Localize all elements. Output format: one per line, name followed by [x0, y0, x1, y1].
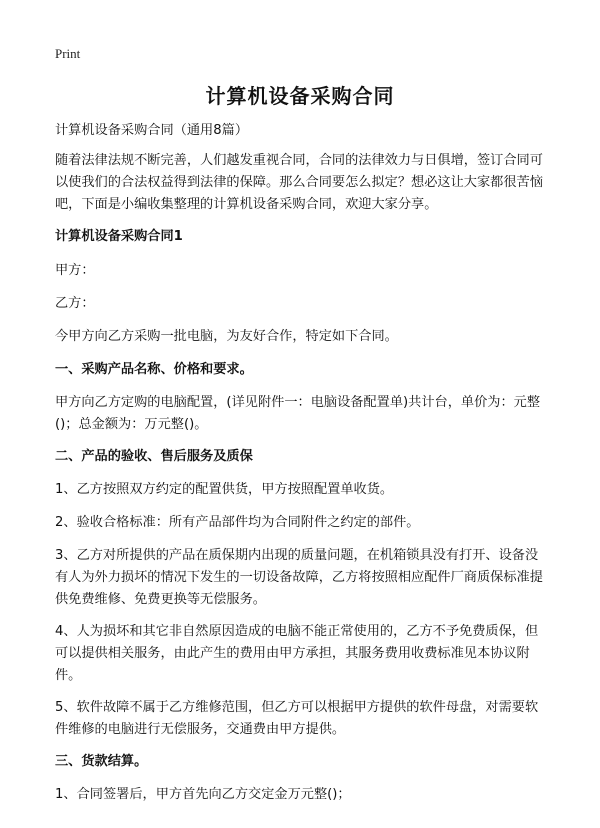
subtitle: 计算机设备采购合同（通用8篇） — [55, 123, 249, 138]
paragraph-2-2: 2、验收合格标准：所有产品部件均为合同附件之约定的部件。 — [55, 515, 420, 530]
party-b-line: 乙方： — [55, 296, 95, 311]
intro-paragraph: 随着法律法规不断完善，人们越发重视合同，合同的法律效力与日俱增，签订合同可以使我们的合法权益得到法律的保障。那么合同要怎么拟定？想必这让大家都很苦恼吧，下面是小编收集整理的计算机设备采购合同，欢迎大家分享。 — [55, 153, 543, 212]
paragraph-1: 甲方向乙方定购的电脑配置，(详见附件一：电脑设备配置单)共计台，单价为：元整()；总金额为：万元整()。 — [55, 395, 541, 432]
document-body — [55, 120, 545, 806]
paragraph-2-3: 3、乙方对所提供的产品在质保期内出现的质量问题，在机箱锁具没有打开、设备没有人为外力损坏的情况下发生的一切设备故障，乙方将按照相应配件厂商质保标准提供免费维修、免费更换等无偿服务。 — [55, 548, 543, 607]
preamble-paragraph: 今甲方向乙方采购一批电脑，为友好合作，特定如下合同。 — [55, 329, 398, 344]
document-title: 计算机设备采购合同 — [205, 84, 395, 108]
heading-2: 二、产品的验收、售后服务及质保 — [55, 449, 253, 464]
heading-3: 三、货款结算。 — [55, 754, 148, 769]
paragraph-2-1: 1、乙方按照双方约定的配置供货，甲方按照配置单收货。 — [55, 482, 394, 497]
party-a-line: 甲方： — [55, 263, 95, 278]
section-title: 计算机设备采购合同1 — [55, 229, 183, 244]
paragraph-3-1: 1、合同签署后，甲方首先向乙方交定金万元整()； — [55, 787, 351, 802]
paragraph-2-5: 5、软件故障不属于乙方维修范围，但乙方可以根据甲方提供的软件母盘，对需要软件维修的电脑进行无偿服务，交通费由甲方提供。 — [55, 700, 539, 737]
heading-1: 一、采购产品名称、价格和要求。 — [55, 362, 253, 377]
print-link[interactable]: Print — [55, 46, 81, 61]
paragraph-2-4: 4、人为损坏和其它非自然原因造成的电脑不能正常使用的，乙方不予免费质保，但可以提供相关服务，由此产生的费用由甲方承担，其服务费用收费标准见本协议附件。 — [55, 624, 539, 683]
